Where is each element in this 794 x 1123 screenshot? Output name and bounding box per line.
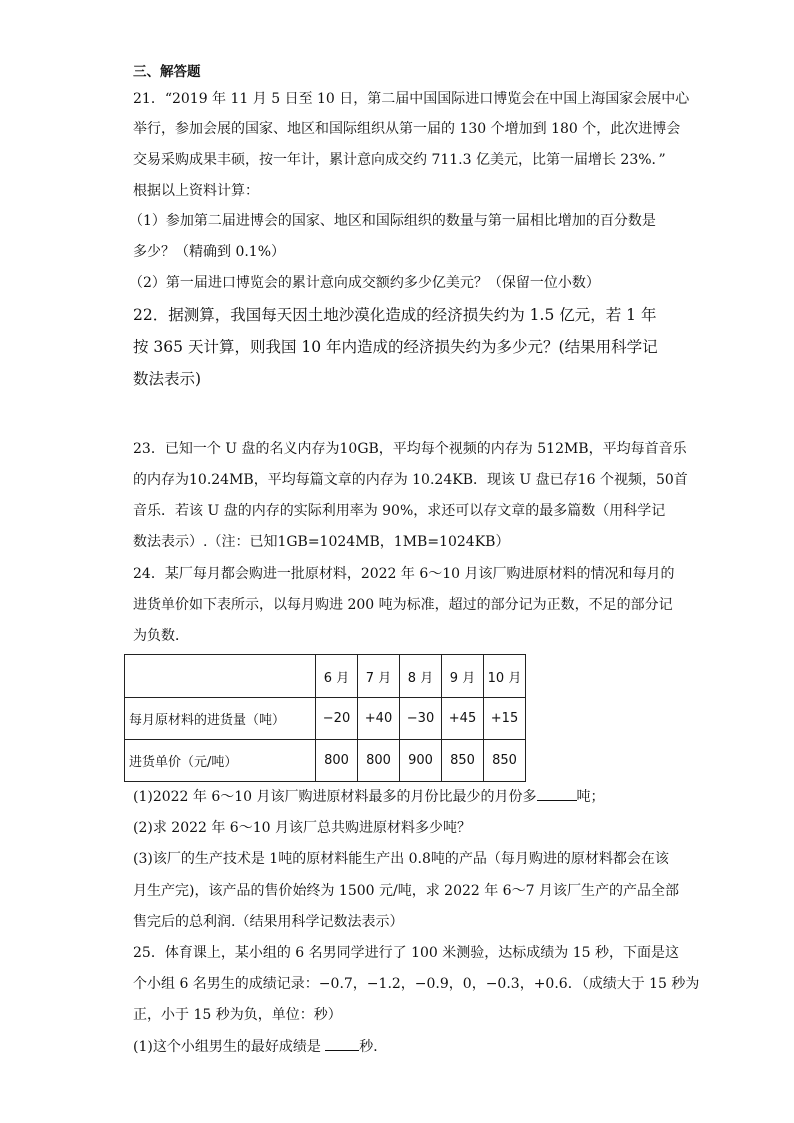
q24-part-2: (2)求 2022 年 6～10 月该厂总共购进原材料多少吨？ [133, 820, 471, 836]
q22-line-3: 数法表示) [133, 370, 202, 388]
q21-line-2: 举行，参加会展的国家、地区和国际组织从第一届的 130 个增加到 180 个，此次进博会 [133, 121, 681, 137]
q24-part-1 [133, 788, 605, 806]
section-title: 三、解答题 [133, 64, 201, 80]
q21-part-1-line-2: 多少？（精确到 0.1%） [133, 244, 286, 260]
q24-part-3-line-3: 售完后的总利润.（结果用科学记数法表示） [133, 914, 404, 930]
answer-blank[interactable] [325, 1038, 359, 1051]
table-cell: 800 [316, 740, 358, 782]
q24-line-3: 为负数． [133, 628, 189, 644]
table-header-cell: 6 月 [316, 655, 358, 698]
table-header-cell: 8 月 [400, 655, 442, 698]
table-row-label: 进货单价（元/吨） [125, 740, 316, 782]
table-header-cell [125, 655, 316, 698]
table-cell: +40 [358, 698, 400, 740]
q25-part-1 [133, 1038, 387, 1056]
table-row [125, 740, 526, 782]
table-header-cell: 10 月 [484, 655, 526, 698]
table-cell: 800 [358, 740, 400, 782]
q24-part-1-suffix: 吨； [576, 789, 605, 805]
table-cell: −20 [316, 698, 358, 740]
q24-part-1-text: (1)2022 年 6～10 月该厂购进原材料最多的月份比最少的月份多 [133, 789, 537, 805]
q21-line-1: 21．“2019 年 11 月 5 日至 10 日，第二届中国国际进口博览会在中国上海国家会展中心 [133, 91, 690, 107]
table-cell: 850 [484, 740, 526, 782]
q24-part-3-line-1: (3)该厂的生产技术是 1吨的原材料能生产出 0.8吨的产品（每月购进的原材料都会在该 [133, 851, 669, 867]
table-cell: 850 [442, 740, 484, 782]
q23-line-2: 的内存为10.24MB，平均每篇文章的内存为 10.24KB．现该 U 盘已存16 个视频，50首 [133, 472, 688, 488]
table-header-cell: 7 月 [358, 655, 400, 698]
table-cell: +45 [442, 698, 484, 740]
table-header-cell: 9 月 [442, 655, 484, 698]
q23-line-3: 音乐．若该 U 盘的内存的实际利用率为 90%，求还可以存文章的最多篇数（用科学记 [133, 503, 666, 519]
q25-part-1-suffix: 秒． [359, 1039, 388, 1055]
q22-line-1: 22．据测算，我国每天因土地沙漠化造成的经济损失约为 1.5 亿元，若 1 年 [133, 306, 657, 324]
q23-line-4: 数法表示）.（注：已知1GB=1024MB，1MB=1024KB） [133, 534, 510, 550]
q21-part-1-line-1: （1）参加第二届进博会的国家、地区和国际组织的数量与第一届相比增加的百分数是 [129, 213, 656, 229]
q23-line-1: 23．已知一个 U 盘的名义内存为10GB，平均每个视频的内存为 512MB，平均每首音乐 [133, 441, 687, 457]
purchase-table [124, 654, 526, 782]
q24-part-3-line-2: 月生产完)，该产品的售价始终为 1500 元/吨，求 2022 年 6～7 月该厂生产的产品全部 [133, 883, 679, 899]
q24-line-1: 24．某厂每月都会购进一批原材料，2022 年 6～10 月该厂购进原材料的情况和每月的 [133, 566, 675, 582]
table-row-label: 每月原材料的进货量（吨） [125, 698, 316, 740]
q22-line-2: 按 365 天计算，则我国 10 年内造成的经济损失约为多少元？(结果用科学记 [133, 338, 658, 356]
q25-line-3: 正，小于 15 秒为负，单位：秒） [133, 1007, 342, 1023]
table-cell: +15 [484, 698, 526, 740]
table-header-row [125, 655, 526, 698]
q25-part-1-text: (1)这个小组男生的最好成绩是 [133, 1039, 326, 1055]
q25-line-2: 个小组 6 名男生的成绩记录：−0.7，−1.2，−0.9，0，−0.3，+0.6．（成绩大于 15 秒为 [133, 976, 700, 992]
table-cell: 900 [400, 740, 442, 782]
q21-line-4: 根据以上资料计算： [133, 183, 259, 199]
q24-line-2: 进货单价如下表所示，以每月购进 200 吨为标准，超过的部分记为正数，不足的部分记 [133, 597, 673, 613]
q25-line-1: 25．体育课上，某小组的 6 名男同学进行了 100 米测验，达标成绩为 15 秒，下面是这 [133, 945, 679, 961]
answer-blank[interactable] [537, 788, 577, 801]
table-cell: −30 [400, 698, 442, 740]
table-row [125, 698, 526, 740]
q21-part-2: （2）第一届进口博览会的累计意向成交额约多少亿美元？（保留一位小数） [129, 275, 600, 291]
q21-line-3: 交易采购成果丰硕，按一年计，累计意向成交约 711.3 亿美元，比第一届增长 23%．” [133, 152, 666, 168]
